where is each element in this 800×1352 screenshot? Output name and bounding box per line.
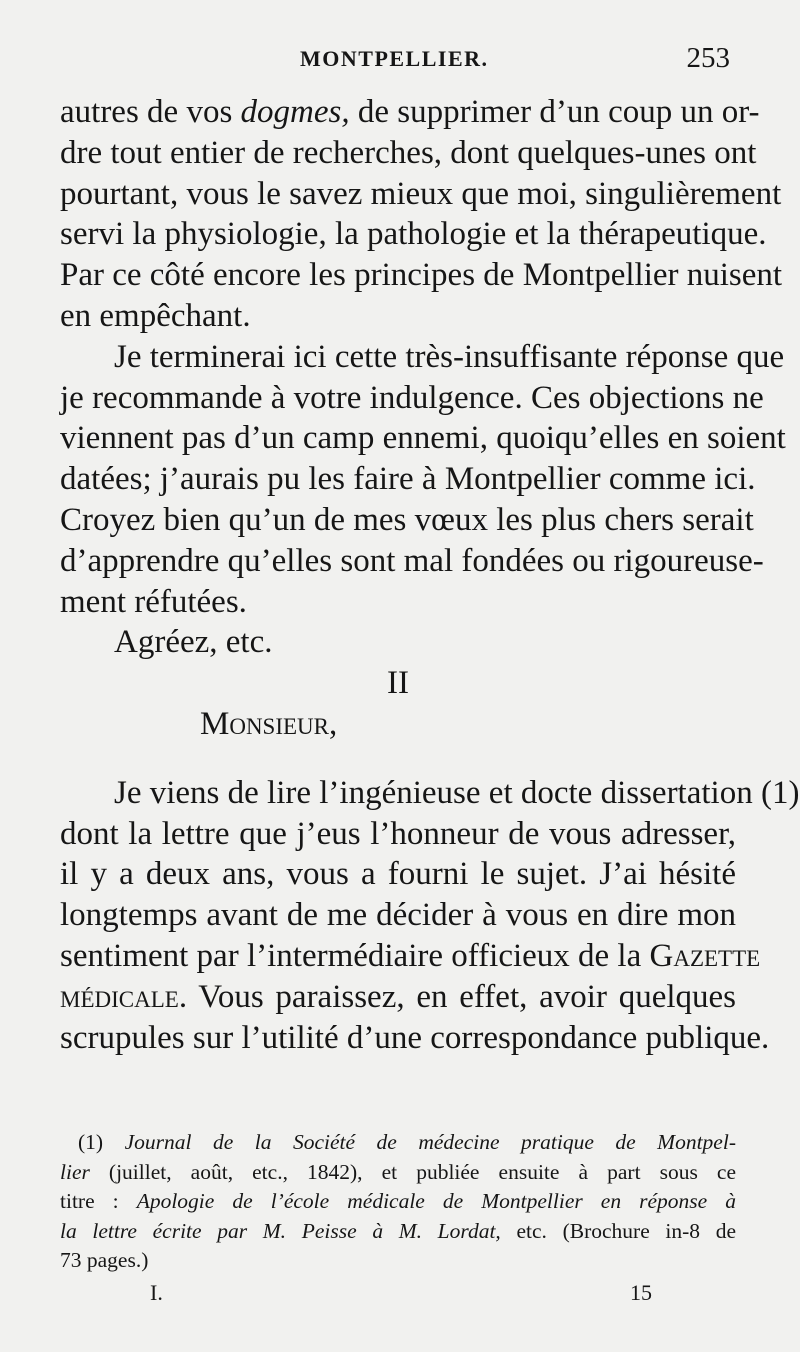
text-line: dont la lettre que j’eus l’honneur de vous adresser, <box>60 815 736 852</box>
footnote-line: lier (juillet, août, etc., 1842), et publiée ensuite à part sous ce <box>60 1159 736 1184</box>
sheet-mark: 15 <box>630 1280 652 1305</box>
text-line: longtemps avant de me décider à vous en dire mon <box>60 897 736 934</box>
footnote-line: titre : Apologie de l’école médicale de Montpellier en réponse à <box>60 1189 736 1213</box>
text-line: ment réfutées. <box>60 583 247 620</box>
text-line: Je terminerai ici cette très-insuffisante réponse que <box>114 338 785 375</box>
text-line: d’apprendre qu’elles sont mal fondées ou rigoureuse- <box>60 542 764 579</box>
text-line: pourtant, vous le savez mieux que moi, singulièrement <box>60 175 782 212</box>
text-line: datées; j’aurais pu les faire à Montpellier comme ici. <box>60 461 756 498</box>
text-line: Par ce côté encore les principes de Montpellier nuisent <box>60 257 783 294</box>
footnote <box>60 1128 736 1276</box>
text-line: médicale. Vous paraissez, en effet, avoir quelques <box>60 978 736 1015</box>
text-line: servi la physiologie, la pathologie et la thérapeutique. <box>60 216 767 253</box>
running-title: MONTPELLIER. <box>300 46 489 71</box>
text-line: Je viens de lire l’ingénieuse et docte dissertation (1) <box>114 774 800 811</box>
text-line: scrupules sur l’utilité d’une correspondance publique. <box>60 1019 770 1056</box>
text-line: il y a deux ans, vous a fourni le sujet. J’ai hésité <box>60 856 736 893</box>
spacer <box>60 745 736 773</box>
text-line: sentiment par l’intermédiaire officieux de la Gazette <box>60 937 761 974</box>
footnote-line: 73 pages.) <box>60 1248 149 1272</box>
text-line: autres de vos dogmes, de supprimer d’un coup un or- <box>60 94 760 130</box>
footnote-line: (1) Journal de la Société de médecine pratique de Montpel- <box>78 1130 736 1154</box>
text-line: viennent pas d’un camp ennemi, quoiqu’elles en soient <box>60 420 786 457</box>
body-text <box>60 92 800 1058</box>
text-line: je recommande à votre indulgence. Ces objections ne <box>60 379 764 416</box>
printer-signature <box>0 1280 800 1316</box>
text-line: Croyez bien qu’un de mes vœux les plus chers serait <box>60 501 754 538</box>
section-number: II <box>387 665 409 702</box>
closing-formula: Agréez, etc. <box>114 624 273 661</box>
footnote-line: la lettre écrite par M. Peisse à M. Lordat, etc. (Brochure in-8 de <box>60 1218 736 1243</box>
page-header <box>0 42 800 82</box>
page-number: 253 <box>686 42 730 74</box>
salutation: Monsieur, <box>200 705 338 742</box>
text-line: dre tout entier de recherches, dont quelques-unes ont <box>60 134 757 171</box>
text-line: en empêchant. <box>60 297 251 334</box>
volume-mark: I. <box>150 1280 163 1305</box>
